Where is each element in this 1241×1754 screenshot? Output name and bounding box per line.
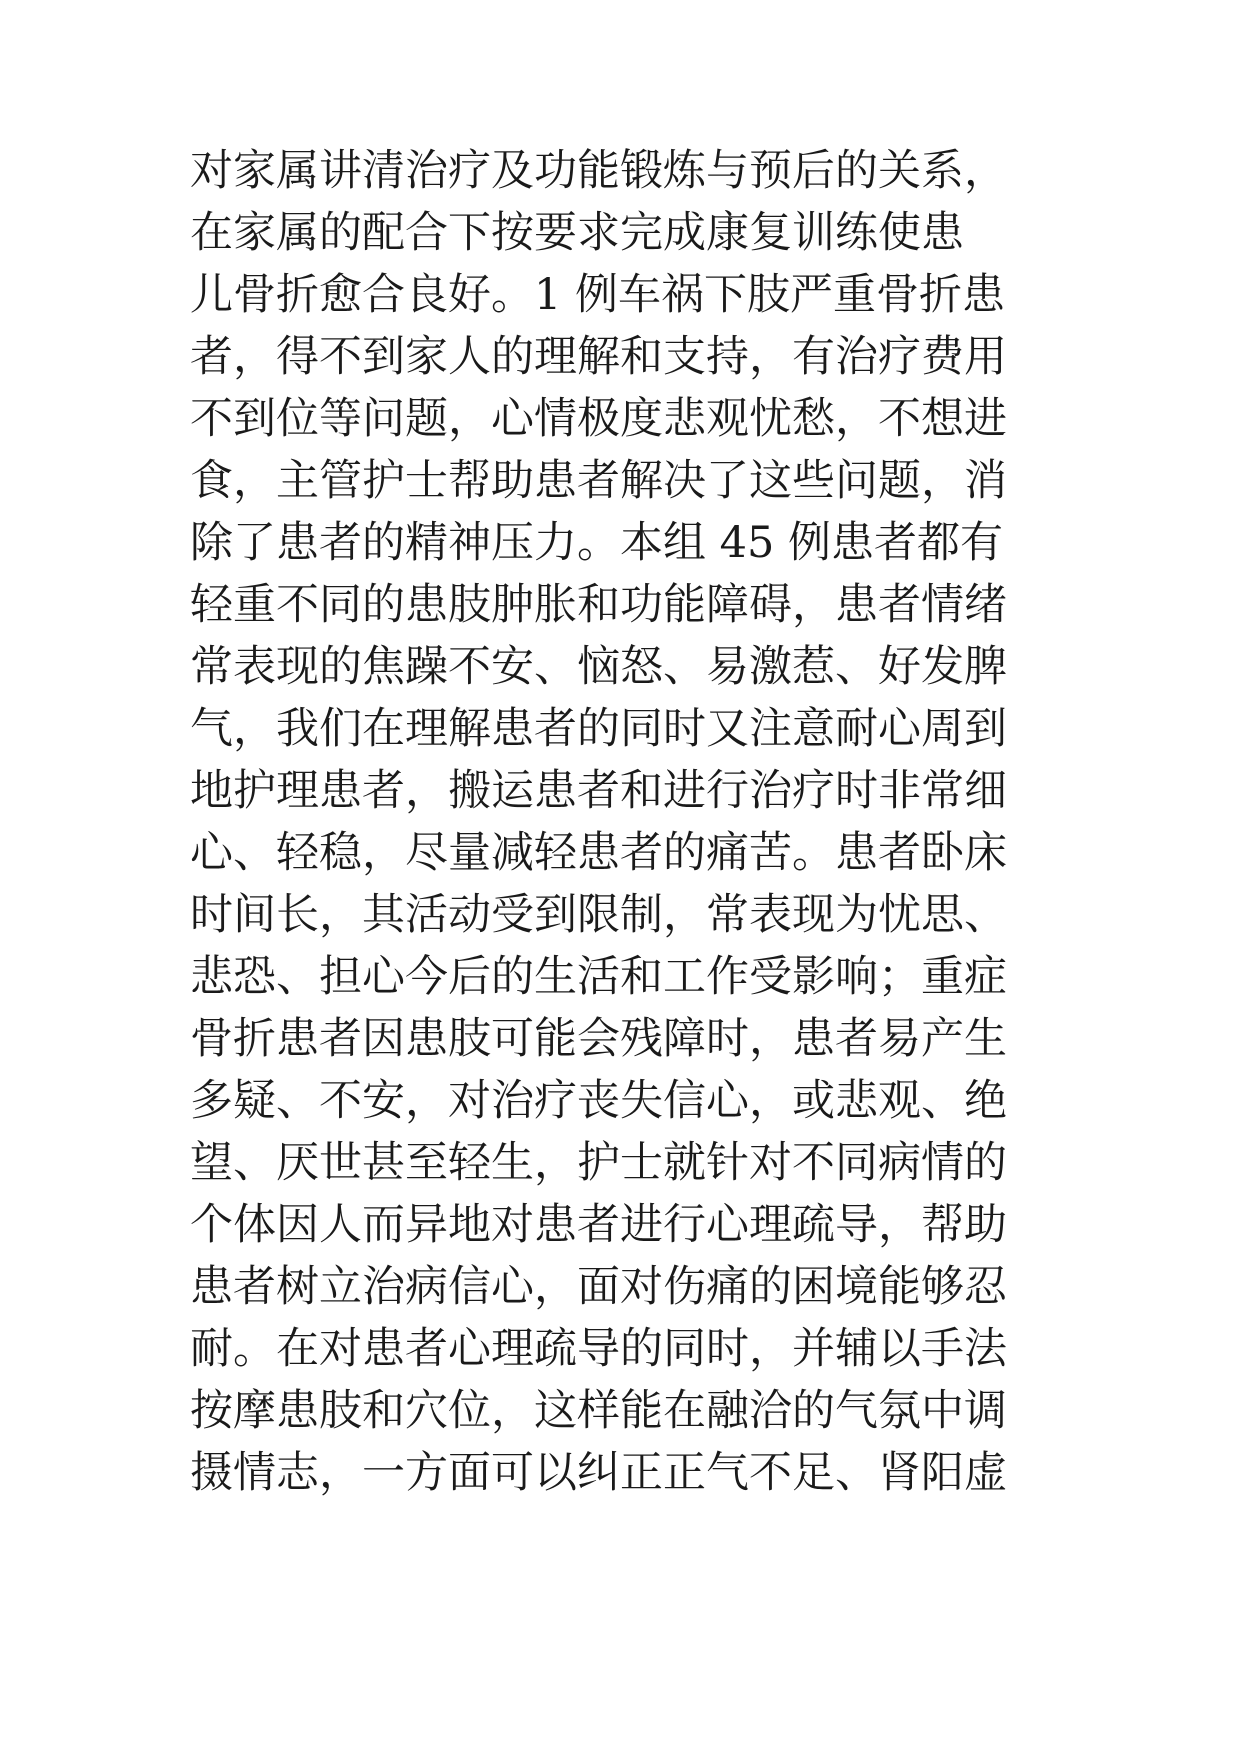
text-line-20: 耐。在对患者心理疏导的同时，并辅以手法 [190,1324,1007,1374]
text-line-21: 按摩患肢和穴位，这样能在融洽的气氛中调 [190,1386,1007,1436]
text-line-10: 气，我们在理解患者的同时又注意耐心周到 [190,704,1007,754]
text-line-18: 个体因人而异地对患者进行心理疏导，帮助 [190,1200,1007,1250]
body-text [190,140,1230,1504]
text-line-15: 骨折患者因患肢可能会残障时，患者易产生 [190,1014,1007,1064]
text-line-19: 患者树立治病信心，面对伤痛的困境能够忍 [190,1262,1007,1312]
text-line-8: 轻重不同的患肢肿胀和功能障碍，患者情绪 [190,580,1007,630]
text-line-6: 食，主管护士帮助患者解决了这些问题，消 [190,456,1007,506]
text-line-13: 时间长，其活动受到限制，常表现为忧思、 [190,890,1007,940]
text-line-11: 地护理患者，搬运患者和进行治疗时非常细 [190,766,1007,816]
text-line-2: 在家属的配合下按要求完成康复训练使患 [190,208,964,258]
text-line-22: 摄情志，一方面可以纠正正气不足、肾阳虚 [190,1448,1007,1498]
text-line-17: 望、厌世甚至轻生，护士就针对不同病情的 [190,1138,1007,1188]
text-line-9: 常表现的焦躁不安、恼怒、易激惹、好发脾 [190,642,1007,692]
text-line-1: 对家属讲清治疗及功能锻炼与预后的关系， [190,146,1007,196]
text-line-3: 儿骨折愈合良好。1 例车祸下肢严重骨折患 [190,270,1006,320]
text-line-14: 悲恐、担心今后的生活和工作受影响；重症 [190,952,1007,1002]
text-line-5: 不到位等问题，心情极度悲观忧愁，不想进 [190,394,1007,444]
text-line-4: 者，得不到家人的理解和支持，有治疗费用 [190,332,1007,382]
text-line-7: 除了患者的精神压力。本组 45 例患者都有 [190,518,1004,568]
text-line-16: 多疑、不安，对治疗丧失信心，或悲观、绝 [190,1076,1007,1126]
text-line-12: 心、轻稳，尽量减轻患者的痛苦。患者卧床 [190,828,1007,878]
